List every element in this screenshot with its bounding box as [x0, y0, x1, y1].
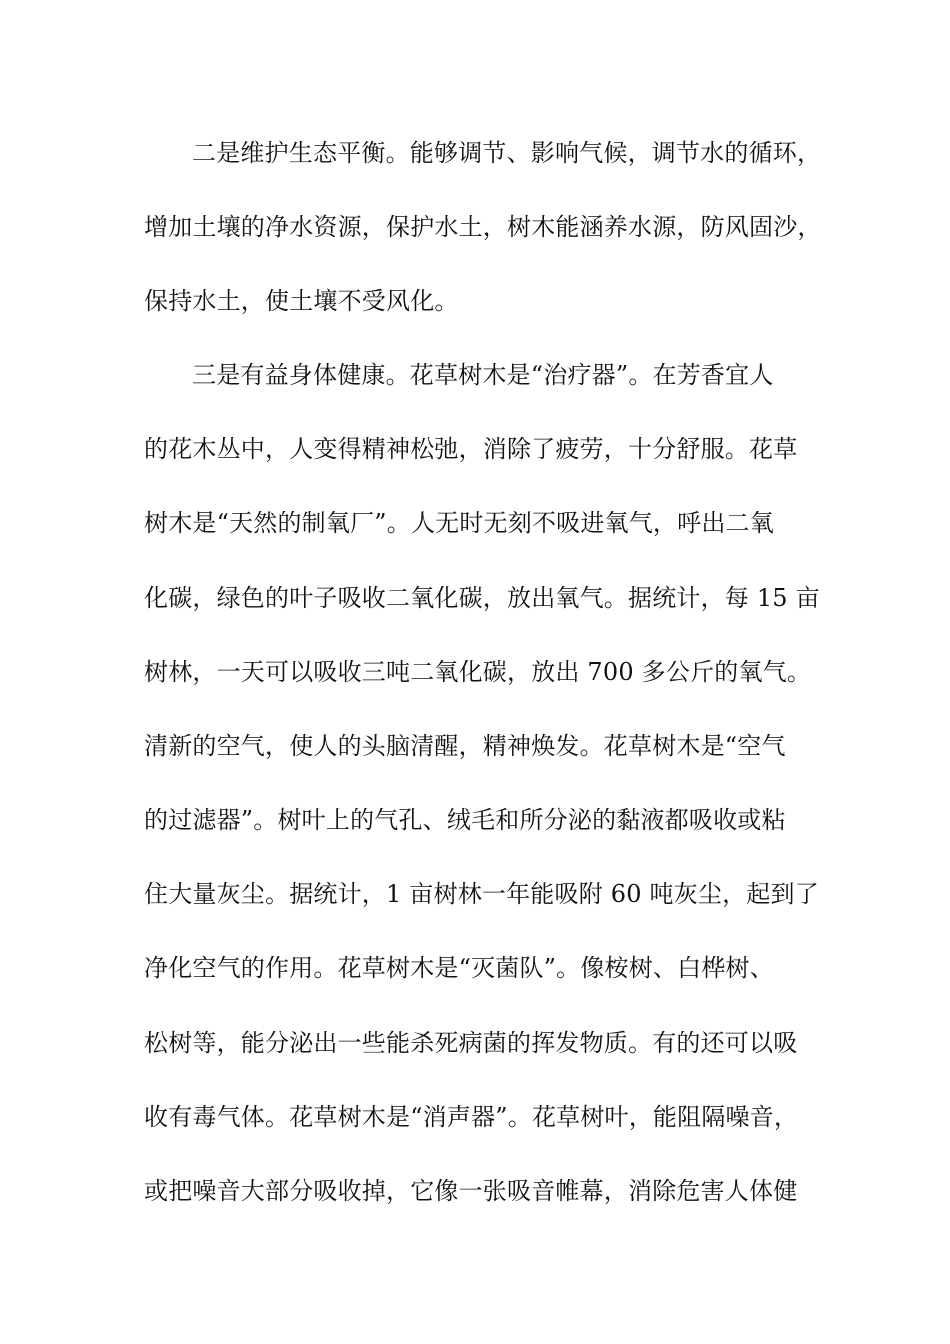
paragraph-2-line-11: 收有毒气体。花草树木是“消声器”。花草树叶，能阻隔噪音， — [144, 1103, 799, 1131]
paragraph-2-line-3: 树木是“天然的制氧厂”。人无时无刻不吸进氧气，呼出二氧 — [144, 509, 774, 537]
paragraph-2-line-9: 净化空气的作用。花草树木是“灭菌队”。像桉树、白桦树、 — [144, 954, 774, 982]
paragraph-2-line-6: 清新的空气，使人的头脑清醒，精神焕发。花草树木是“空气 — [144, 732, 786, 760]
paragraph-1-line-2: 增加土壤的净水资源，保护水土，树木能涵养水源，防风固沙， — [144, 213, 822, 241]
paragraph-1-line-1: 二是维护生态平衡。能够调节、影响气候，调节水的循环， — [192, 139, 822, 167]
paragraph-2-line-12: 或把噪音大部分吸收掉，它像一张吸音帷幕，消除危害人体健 — [144, 1177, 798, 1205]
paragraph-1-line-3: 保持水土，使土壤不受风化。 — [144, 287, 459, 315]
paragraph-2-line-7: 的过滤器”。树叶上的气孔、绒毛和所分泌的黏液都吸收或粘 — [144, 806, 786, 834]
paragraph-2-line-4: 化碳，绿色的叶子吸收二氧化碳，放出氧气。据统计，每 15 亩 — [144, 584, 820, 612]
paragraph-2-line-2: 的花木丛中，人变得精神松弛，消除了疲劳，十分舒服。花草 — [144, 435, 798, 463]
paragraph-2-line-5: 树林，一天可以吸收三吨二氧化碳，放出 700 多公斤的氧气。 — [144, 658, 812, 686]
paragraph-2-line-1: 三是有益身体健康。花草树木是“治疗器”。在芳香宜人 — [192, 361, 774, 389]
paragraph-2-line-8: 住大量灰尘。据统计，1 亩树林一年能吸附 60 吨灰尘，起到了 — [144, 880, 819, 908]
paragraph-2-line-10: 松树等，能分泌出一些能杀死病菌的挥发物质。有的还可以吸 — [144, 1029, 798, 1057]
